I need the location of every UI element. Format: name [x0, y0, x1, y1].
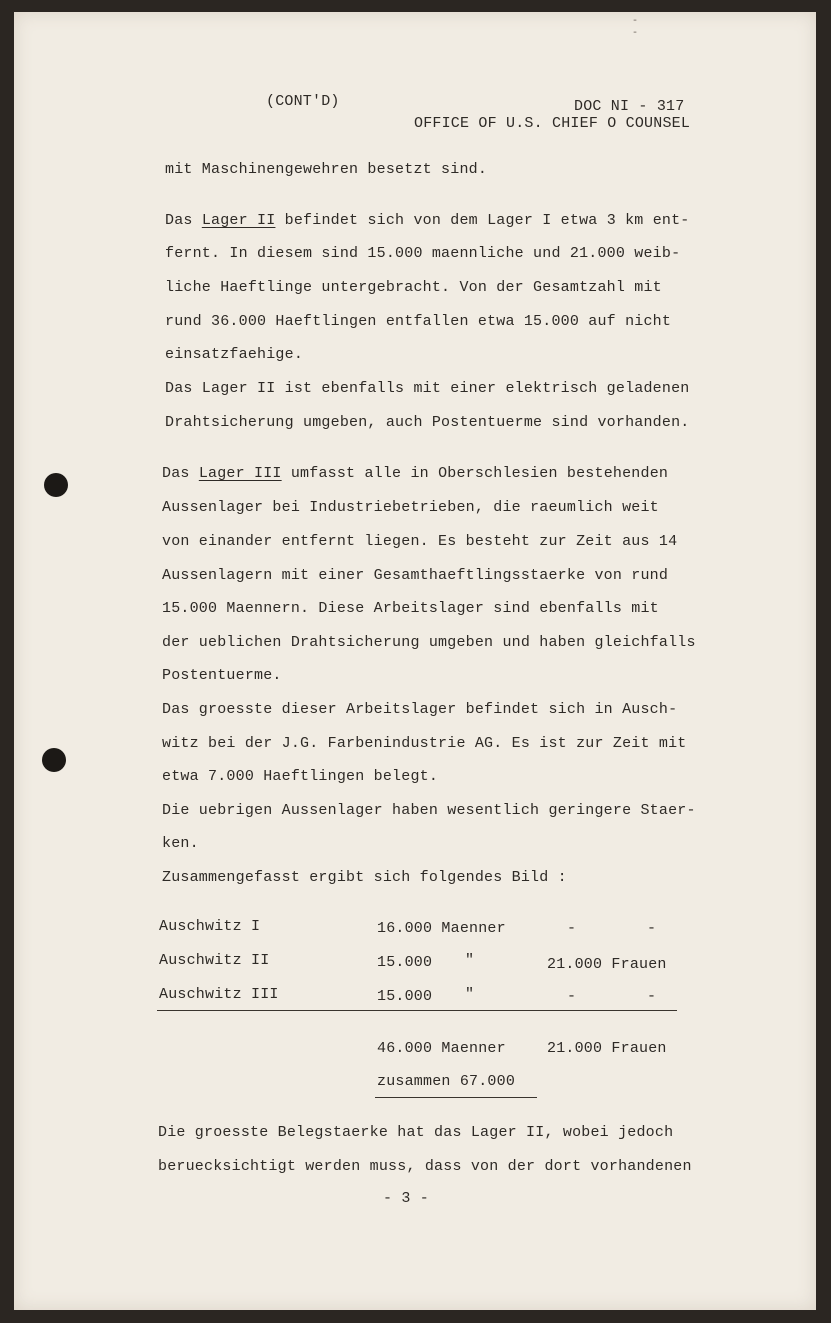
text-line: Drahtsicherung umgeben, auch Postentuerme sind vorhanden. — [165, 414, 690, 431]
text-line: Die uebrigen Aussenlager haben wesentlich geringere Staer- — [162, 802, 696, 819]
text-line: einsatzfaehige. — [165, 346, 304, 363]
text-line: liche Haeftlinge untergebracht. Von der Gesamtzahl mit — [165, 279, 662, 296]
total-men: 46.000 Maenner — [377, 1040, 506, 1057]
text-line: Aussenlagern mit einer Gesamthaeftlingsstaerke von rund — [162, 567, 669, 584]
margin-tick-mark: - — [632, 16, 639, 27]
margin-tick-mark: - — [632, 28, 639, 39]
text-line: der ueblichen Drahtsicherung umgeben und haben gleichfalls — [162, 634, 696, 651]
page-number: - 3 - — [383, 1190, 430, 1207]
table-sum-rule — [157, 1010, 677, 1011]
text-line: Zusammengefasst ergibt sich folgendes Bild : — [162, 869, 567, 886]
document-number: DOC NI - 317 — [574, 98, 685, 115]
text-line: mit Maschinengewehren besetzt sind. — [165, 161, 488, 178]
text-line: fernt. In diesem sind 15.000 maennliche und 21.000 weib- — [165, 245, 681, 262]
text-line: ken. — [162, 835, 199, 852]
table-row-label: Auschwitz I — [159, 918, 261, 935]
contd-label: (CONT'D) — [266, 93, 340, 110]
table-cell-women: 21.000 Frauen — [547, 956, 667, 973]
table-cell-men: 15.000 — [377, 954, 433, 971]
text-line: Postentuerme. — [162, 667, 282, 684]
total-women: 21.000 Frauen — [547, 1040, 667, 1057]
grand-total: zusammen 67.000 — [377, 1073, 516, 1090]
table-row-label: Auschwitz III — [159, 986, 279, 1003]
table-cell-women-dash: - — [647, 920, 657, 937]
table-cell-women-dash: - — [647, 988, 657, 1005]
table-cell-men: 15.000 — [377, 988, 433, 1005]
ditto-mark: " — [465, 986, 475, 1003]
lager-iii-underlined: Lager III — [198, 465, 282, 482]
punch-hole — [42, 748, 66, 772]
paragraph-lager-ii-first-line: Das Lager II befindet sich von dem Lager I etwa 3 km ent- — [165, 212, 690, 229]
grand-total-rule — [375, 1097, 537, 1098]
lager-ii-underlined: Lager II — [201, 212, 276, 229]
punch-hole — [44, 473, 68, 497]
text-line: etwa 7.000 Haeftlingen belegt. — [162, 768, 439, 785]
text-line: von einander entfernt liegen. Es besteht zur Zeit aus 14 — [162, 533, 678, 550]
office-heading: OFFICE OF U.S. CHIEF O COUNSEL — [414, 115, 691, 132]
paragraph-lager-iii-first-line: Das Lager III umfasst alle in Oberschlesien bestehenden — [162, 465, 669, 482]
text-line: Die groesste Belegstaerke hat das Lager II, wobei jedoch — [158, 1124, 674, 1141]
table-cell-women-dash: - — [567, 920, 577, 937]
table-cell-men: 16.000 Maenner — [377, 920, 506, 937]
document-page — [14, 12, 816, 1310]
text-line: witz bei der J.G. Farbenindustrie AG. Es ist zur Zeit mit — [162, 735, 687, 752]
text-line: Das groesste dieser Arbeitslager befindet sich in Ausch- — [162, 701, 678, 718]
table-cell-women-dash: - — [567, 988, 577, 1005]
table-row-label: Auschwitz II — [159, 952, 270, 969]
ditto-mark: " — [465, 952, 475, 969]
text-line: 15.000 Maennern. Diese Arbeitslager sind ebenfalls mit — [162, 600, 659, 617]
text-line: Aussenlager bei Industriebetrieben, die raeumlich weit — [162, 499, 659, 516]
text-line: rund 36.000 Haeftlingen entfallen etwa 15.000 auf nicht — [165, 313, 672, 330]
text-line: Das Lager II ist ebenfalls mit einer elektrisch geladenen — [165, 380, 690, 397]
text-line: beruecksichtigt werden muss, dass von der dort vorhandenen — [158, 1158, 692, 1175]
